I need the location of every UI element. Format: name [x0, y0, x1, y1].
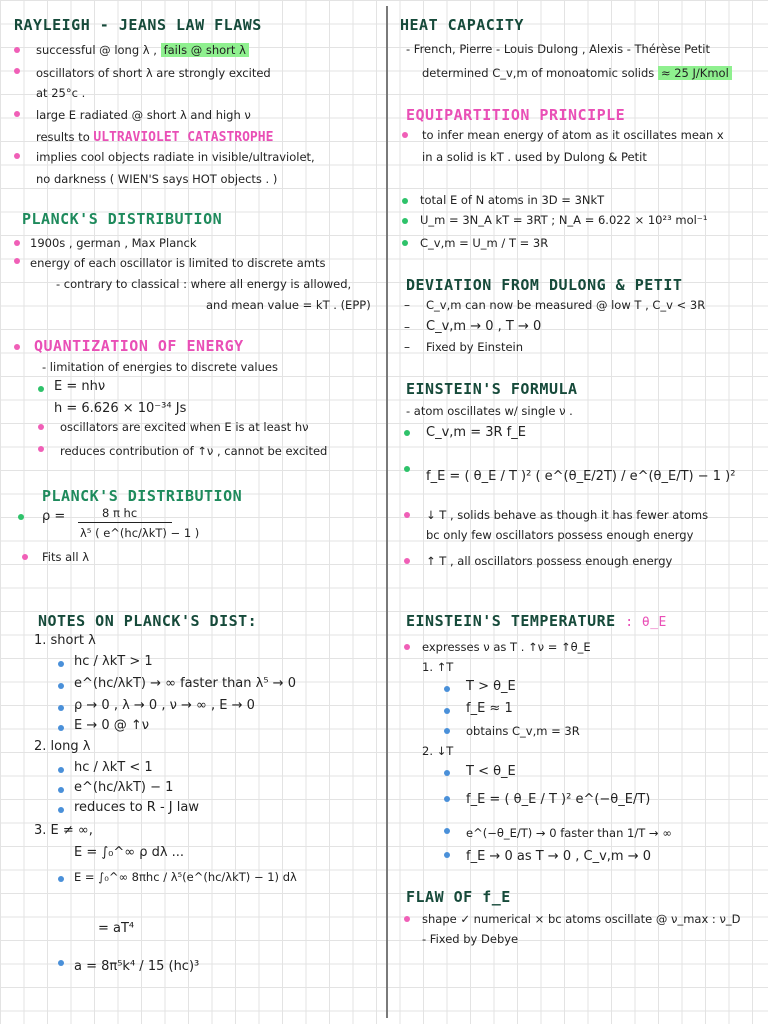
pd2-fits: Fits all λ	[42, 550, 90, 564]
ein-s1: - atom oscillates w/ single ν .	[406, 404, 573, 418]
bullet	[38, 424, 44, 430]
planck-title: PLANCK'S DISTRIBUTION	[22, 210, 223, 228]
notes-n1d: E → 0 @ ↑ν	[74, 718, 150, 733]
notes-n3c: = aT⁴	[98, 921, 135, 936]
bullet	[404, 430, 410, 436]
notes-n3d: a = 8π⁵k⁴ / 15 (hc)³	[74, 959, 200, 974]
rj-b3c	[36, 130, 273, 145]
ein-b2: ↑ T , all oscillators possess enough energy	[426, 554, 673, 568]
bullet	[58, 705, 64, 711]
notes-n2: 2. long λ	[34, 739, 91, 754]
temp-n2d: f_E → 0 as T → 0 , C_v,m → 0	[466, 849, 651, 864]
notes-n1b: e^(hc/λkT) → ∞ faster than λ⁵ → 0	[74, 676, 296, 691]
dev-d2: C_v,m → 0 , T → 0	[426, 319, 542, 334]
bullet	[14, 153, 20, 159]
equi-g2: U_m = 3N_A kT = 3RT ; N_A = 6.022 × 10²³ mol⁻¹	[420, 213, 708, 227]
pd2-title: PLANCK'S DISTRIBUTION	[42, 487, 243, 505]
rj-b4: implies cool objects radiate in visible/ultraviolet,	[36, 150, 315, 164]
ein-g2: f_E = ( θ_E / T )² ( e^(θ_E/2T) / e^(θ_E/T) − 1 )²	[426, 469, 736, 484]
bullet	[22, 554, 28, 560]
heat-l2-text: determined C_v,m of monoatomic solids	[422, 66, 655, 80]
pd2-rho: ρ =	[42, 509, 66, 524]
rj-b2c: at 25°c .	[36, 86, 86, 100]
heat-l2-highlight: ≈ 25 J/Kmol	[658, 66, 732, 80]
bullet	[444, 708, 450, 714]
notes-n1c: ρ → 0 , λ → 0 , ν → ∞ , E → 0	[74, 698, 255, 713]
temp-n1c: obtains C_v,m = 3R	[466, 724, 580, 738]
planck-b2t: and mean value = kT . (EPP)	[206, 298, 371, 312]
temp-n2: 2. ↓T	[422, 744, 454, 758]
temp-n1a: T > θ_E	[466, 679, 516, 694]
bullet	[402, 240, 408, 246]
fraction-bar	[78, 522, 172, 523]
bullet	[38, 386, 44, 392]
bullet	[58, 683, 64, 689]
ein-g1: C_v,m = 3R f_E	[426, 425, 526, 440]
notes-n3a: E = ∫₀^∞ ρ dλ ...	[74, 845, 185, 860]
notes-n2c: reduces to R - J law	[74, 800, 199, 815]
quant-b1: oscillators are excited when E is at least hν	[60, 420, 309, 434]
pd2-den: λ⁵ ( e^(hc/λkT) − 1 )	[80, 526, 200, 540]
bullet	[14, 344, 20, 350]
rj-b1b-highlight: fails @ short λ	[161, 43, 249, 57]
bullet	[14, 111, 20, 117]
bullet	[444, 770, 450, 776]
dev-d1: C_v,m can now be measured @ low T , C_v < 3R	[426, 298, 706, 312]
planck-b1: 1900s , german , Max Planck	[30, 236, 197, 250]
notes-n2b: e^(hc/λkT) − 1	[74, 780, 174, 795]
quant-b2: reduces contribution of ↑ν , cannot be excited	[60, 444, 328, 458]
temp-title-text: EINSTEIN'S TEMPERATURE	[406, 612, 616, 630]
quant-s1: - limitation of energies to discrete values	[42, 360, 278, 374]
ein-title: EINSTEIN'S FORMULA	[406, 380, 578, 398]
bullet	[14, 47, 20, 53]
temp-title	[406, 612, 667, 630]
bullet	[404, 558, 410, 564]
notes-n3b: E = ∫₀^∞ 8πhc / λ⁵(e^(hc/λkT) − 1) dλ	[74, 870, 297, 884]
bullet	[14, 68, 20, 74]
theta-e: : θ_E	[625, 615, 667, 630]
heat-title: HEAT CAPACITY	[400, 16, 524, 34]
flaw-title: FLAW OF f_E	[406, 888, 511, 906]
ein-b1: ↓ T , solids behave as though it has fewer atoms	[426, 508, 709, 522]
dev-d3: Fixed by Einstein	[426, 340, 524, 354]
bullet	[402, 198, 408, 204]
ein-b1c: bc only few oscillators possess enough energy	[426, 528, 694, 542]
bullet	[18, 514, 24, 520]
bullet	[444, 828, 450, 834]
bullet	[402, 218, 408, 224]
temp-n2b: f_E = ( θ_E / T )² e^(−θ_E/T)	[466, 792, 651, 807]
rj-b3c-text: results to	[36, 130, 90, 144]
bullet	[58, 960, 64, 966]
equi-g3: C_v,m = U_m / T = 3R	[420, 236, 549, 250]
notes-n1a: hc / λkT > 1	[74, 654, 153, 669]
notes-n3: 3. E ≠ ∞,	[34, 823, 93, 838]
bullet	[58, 767, 64, 773]
bullet	[58, 787, 64, 793]
uv-catastrophe: ULTRAVIOLET CATASTROPHE	[93, 130, 274, 145]
temp-n2a: T < θ_E	[466, 764, 516, 779]
dash: –	[404, 320, 410, 334]
planck-b2s: - contrary to classical : where all energy is allowed,	[56, 277, 352, 291]
quant-h: h = 6.626 × 10⁻³⁴ Js	[54, 401, 187, 416]
bullet	[58, 661, 64, 667]
dev-title: DEVIATION FROM DULONG & PETIT	[406, 276, 683, 294]
equi-b1c: in a solid is kT . used by Dulong & Petit	[422, 150, 647, 164]
temp-n1b: f_E ≈ 1	[466, 701, 513, 716]
heat-l2	[422, 66, 732, 80]
heat-l1: - French, Pierre - Louis Dulong , Alexis - Thérèse Petit	[406, 42, 710, 56]
flaw-b1c: - Fixed by Debye	[422, 932, 519, 946]
rj-b3: large E radiated @ short λ and high ν	[36, 108, 251, 122]
bullet	[444, 852, 450, 858]
bullet	[404, 512, 410, 518]
notes-n2a: hc / λkT < 1	[74, 760, 153, 775]
rj-b4c: no darkness ( WIEN'S says HOT objects . )	[36, 172, 278, 186]
bullet	[38, 446, 44, 452]
bullet	[444, 686, 450, 692]
temp-n2c: e^(−θ_E/T) → 0 faster than 1/T → ∞	[466, 826, 672, 840]
rj-title: RAYLEIGH - JEANS LAW FLAWS	[14, 16, 262, 34]
quant-title: QUANTIZATION OF ENERGY	[34, 337, 244, 355]
dash: –	[404, 340, 410, 354]
bullet	[404, 466, 410, 472]
quant-e: E = nhν	[54, 379, 106, 394]
bullet	[402, 132, 408, 138]
rj-b1a: successful @ long λ ,	[36, 43, 157, 57]
bullet	[14, 258, 20, 264]
temp-n1: 1. ↑T	[422, 660, 454, 674]
bullet	[58, 725, 64, 731]
column-divider	[386, 6, 388, 1018]
flaw-b1: shape ✓ numerical × bc atoms oscillate @ ν_max : ν_D	[422, 912, 741, 926]
temp-b1: expresses ν as T . ↑ν = ↑θ_E	[422, 640, 591, 654]
bullet	[14, 240, 20, 246]
bullet	[404, 916, 410, 922]
equi-g1: total E of N atoms in 3D = 3NkT	[420, 193, 605, 207]
equi-b1: to infer mean energy of atom as it oscillates mean x	[422, 128, 724, 142]
bullet	[444, 728, 450, 734]
bullet	[58, 876, 64, 882]
equi-title: EQUIPARTITION PRINCIPLE	[406, 106, 626, 124]
notes-n1: 1. short λ	[34, 633, 96, 648]
rj-b2: oscillators of short λ are strongly excited	[36, 66, 271, 80]
bullet	[404, 644, 410, 650]
rj-b1	[36, 43, 249, 57]
bullet	[444, 796, 450, 802]
dash: –	[404, 298, 410, 312]
bullet	[58, 807, 64, 813]
planck-b2: energy of each oscillator is limited to discrete amts	[30, 256, 326, 270]
pd2-num: 8 π hc	[102, 506, 138, 520]
notes-title: NOTES ON PLANCK'S DIST:	[38, 612, 258, 630]
